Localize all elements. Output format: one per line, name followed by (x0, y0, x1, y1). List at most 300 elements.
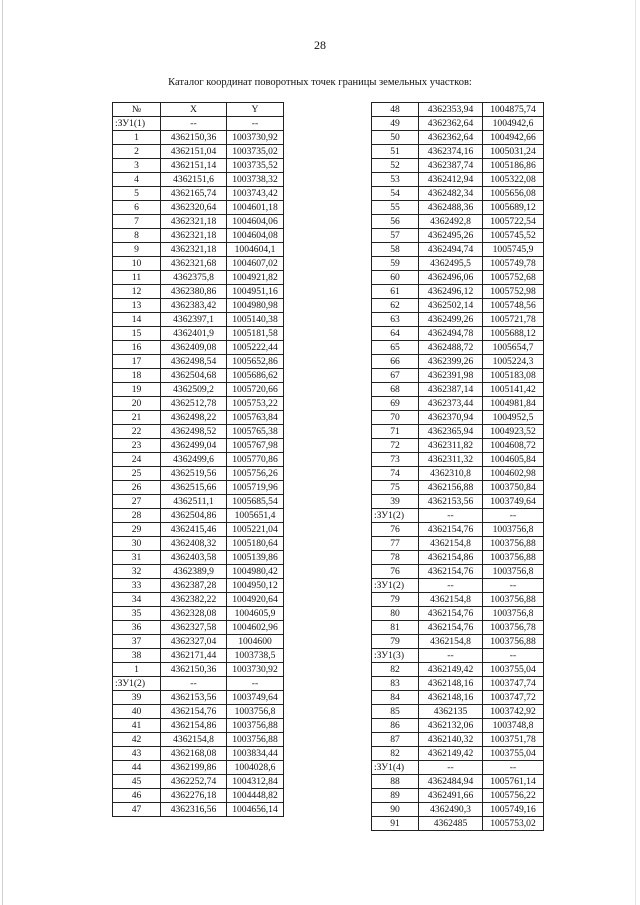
coord-y: 1003755,04 (483, 747, 544, 761)
point-number: 18 (113, 369, 161, 383)
point-number: 26 (113, 481, 161, 495)
coord-y: 1003751,78 (483, 733, 544, 747)
table-row (113, 537, 284, 551)
coord-y: 1005688,12 (483, 327, 544, 341)
point-number: 76 (372, 565, 419, 579)
point-number: 74 (372, 467, 419, 481)
point-number: 87 (372, 733, 419, 747)
coord-x: 4362154,8 (419, 537, 483, 551)
point-number: 66 (372, 355, 419, 369)
point-number: 8 (113, 229, 161, 243)
table-row (113, 467, 284, 481)
coord-x: -- (419, 509, 483, 523)
coord-x: 4362485 (419, 817, 483, 831)
table-row (113, 621, 284, 635)
table-row (372, 201, 544, 215)
point-number: :ЗУ1(3) (372, 649, 419, 663)
point-number: 15 (113, 327, 161, 341)
coord-x: 4362154,8 (419, 635, 483, 649)
table-row (113, 131, 284, 145)
point-number: 60 (372, 271, 419, 285)
coord-y: 1003756,8 (483, 523, 544, 537)
coord-y: 1005752,98 (483, 285, 544, 299)
table-row (372, 411, 544, 425)
coord-y: 1004448,82 (227, 789, 284, 803)
table-row (113, 299, 284, 313)
coord-y: 1004980,98 (227, 299, 284, 313)
table-row (113, 677, 284, 691)
coord-y: 1004604,06 (227, 215, 284, 229)
coord-x: 4362491,66 (419, 789, 483, 803)
point-number: 21 (113, 411, 161, 425)
coord-y: 1005689,12 (483, 201, 544, 215)
coord-y: 1003747,72 (483, 691, 544, 705)
coord-y: 1005763,84 (227, 411, 284, 425)
page-number: 28 (314, 38, 326, 52)
coord-x: 4362382,22 (161, 593, 227, 607)
coord-x: 4362154,8 (161, 733, 227, 747)
coord-x: 4362509,2 (161, 383, 227, 397)
table-row (113, 593, 284, 607)
point-number: 38 (113, 649, 161, 663)
table-row (372, 187, 544, 201)
table-row (372, 439, 544, 453)
point-number: 39 (372, 495, 419, 509)
point-number: 23 (113, 439, 161, 453)
coord-y: 1005749,16 (483, 803, 544, 817)
coord-y: 1004602,96 (227, 621, 284, 635)
coord-x: 4362375,8 (161, 271, 227, 285)
table-row (372, 705, 544, 719)
point-number: 67 (372, 369, 419, 383)
point-number: 64 (372, 327, 419, 341)
coord-y: 1004942,6 (483, 117, 544, 131)
coord-y: 1003738,32 (227, 173, 284, 187)
point-number: 85 (372, 705, 419, 719)
coord-y: -- (483, 761, 544, 775)
coord-x: 4362391,98 (419, 369, 483, 383)
table-row (372, 383, 544, 397)
coord-y: 1005654,7 (483, 341, 544, 355)
point-number: 77 (372, 537, 419, 551)
coord-x: 4362154,76 (161, 705, 227, 719)
coord-x: 4362519,56 (161, 467, 227, 481)
coord-y: 1004942,66 (483, 131, 544, 145)
table-row (113, 159, 284, 173)
point-number: 73 (372, 453, 419, 467)
point-number: 30 (113, 537, 161, 551)
point-number: 4 (113, 173, 161, 187)
point-number: 43 (113, 747, 161, 761)
coord-x: 4362389,9 (161, 565, 227, 579)
table-row (113, 383, 284, 397)
coord-y: 1005720,66 (227, 383, 284, 397)
coord-x: 4362490,3 (419, 803, 483, 817)
table-row (113, 243, 284, 257)
point-number: 1 (113, 663, 161, 677)
coord-x: 4362374,16 (419, 145, 483, 159)
point-number: 44 (113, 761, 161, 775)
coord-x: 4362327,04 (161, 635, 227, 649)
point-number: 6 (113, 201, 161, 215)
point-number: 80 (372, 607, 419, 621)
coord-x: 4362492,8 (419, 215, 483, 229)
coord-x: 4362488,72 (419, 341, 483, 355)
table-row (372, 369, 544, 383)
table-row (372, 817, 544, 831)
coord-x: 4362362,64 (419, 117, 483, 131)
coord-x: 4362499,6 (161, 453, 227, 467)
table-row (113, 509, 284, 523)
coord-x: 4362494,74 (419, 243, 483, 257)
coord-x: 4362365,94 (419, 425, 483, 439)
coord-y: 1004923,52 (483, 425, 544, 439)
point-number: 1 (113, 131, 161, 145)
table-row (113, 789, 284, 803)
coord-y: 1005186,86 (483, 159, 544, 173)
coord-x: 4362412,94 (419, 173, 483, 187)
point-number: 24 (113, 453, 161, 467)
table-row (113, 705, 284, 719)
coord-y: 1003755,04 (483, 663, 544, 677)
coord-x: 4362316,56 (161, 803, 227, 817)
coord-y: 1005749,78 (483, 257, 544, 271)
coord-x: 4362153,56 (419, 495, 483, 509)
coord-x: 4362496,12 (419, 285, 483, 299)
coord-x: 4362151,04 (161, 145, 227, 159)
coord-x: 4362498,52 (161, 425, 227, 439)
table-row (113, 803, 284, 817)
point-number: 59 (372, 257, 419, 271)
coord-y: 1003756,88 (483, 635, 544, 649)
coord-y: 1005181,58 (227, 327, 284, 341)
coord-x: 4362482,34 (419, 187, 483, 201)
coord-y: 1005652,86 (227, 355, 284, 369)
table-row (113, 747, 284, 761)
coord-y: 1003756,8 (227, 705, 284, 719)
coord-x: 4362148,16 (419, 691, 483, 705)
coord-y: 1005183,08 (483, 369, 544, 383)
coord-x: 4362154,86 (419, 551, 483, 565)
point-number: 71 (372, 425, 419, 439)
coord-y: -- (227, 117, 284, 131)
table-row (113, 775, 284, 789)
coord-y: -- (483, 509, 544, 523)
coord-y: -- (483, 649, 544, 663)
coord-x: 4362415,46 (161, 523, 227, 537)
point-number: 48 (372, 103, 419, 117)
coord-x: 4362135 (419, 705, 483, 719)
coord-x: 4362399,26 (419, 355, 483, 369)
coord-x: 4362252,74 (161, 775, 227, 789)
table-row (113, 481, 284, 495)
table-row (113, 635, 284, 649)
point-number: 70 (372, 411, 419, 425)
coord-x: 4362165,74 (161, 187, 227, 201)
point-number: 76 (372, 523, 419, 537)
point-number: :ЗУ1(1) (113, 117, 161, 131)
coord-x: 4362502,14 (419, 299, 483, 313)
coord-x: 4362512,78 (161, 397, 227, 411)
coord-y: 1003738,5 (227, 649, 284, 663)
header-number: № (113, 103, 161, 117)
table-row (372, 537, 544, 551)
coord-x: 4362495,26 (419, 229, 483, 243)
coord-y: 1005139,86 (227, 551, 284, 565)
coord-y: 1005140,38 (227, 313, 284, 327)
point-number: 58 (372, 243, 419, 257)
table-row (113, 719, 284, 733)
coord-x: 4362310,8 (419, 467, 483, 481)
coord-y: 1003735,02 (227, 145, 284, 159)
table-row (113, 649, 284, 663)
coord-x: 4362408,32 (161, 537, 227, 551)
point-number: 14 (113, 313, 161, 327)
table-row (372, 397, 544, 411)
coord-y: 1005753,02 (483, 817, 544, 831)
point-number: 32 (113, 565, 161, 579)
coordinates-table-left (112, 102, 284, 817)
table-row (113, 551, 284, 565)
table-row (372, 229, 544, 243)
coord-y: 1005756,26 (227, 467, 284, 481)
point-number: 16 (113, 341, 161, 355)
point-number: 37 (113, 635, 161, 649)
table-row (113, 425, 284, 439)
table-row (113, 411, 284, 425)
coord-x: 4362488,36 (419, 201, 483, 215)
coord-y: 1005322,08 (483, 173, 544, 187)
table-row (372, 425, 544, 439)
coord-x: 4362511,1 (161, 495, 227, 509)
coord-y: 1005748,56 (483, 299, 544, 313)
point-number: 72 (372, 439, 419, 453)
table-row (372, 593, 544, 607)
point-number: 90 (372, 803, 419, 817)
point-number: 62 (372, 299, 419, 313)
point-number: 83 (372, 677, 419, 691)
coord-x: 4362320,64 (161, 201, 227, 215)
table-row (113, 663, 284, 677)
point-number: 56 (372, 215, 419, 229)
table-row (372, 453, 544, 467)
header-x: X (161, 103, 227, 117)
table-row (372, 355, 544, 369)
table-row (113, 313, 284, 327)
table-row (113, 495, 284, 509)
coord-y: 1005141,42 (483, 383, 544, 397)
coord-y: 1005656,08 (483, 187, 544, 201)
coord-x: 4362387,74 (419, 159, 483, 173)
coord-y: 1005224,3 (483, 355, 544, 369)
coord-x: 4362154,76 (419, 607, 483, 621)
point-number: 49 (372, 117, 419, 131)
coord-x: 4362387,14 (419, 383, 483, 397)
coord-y: 1003749,64 (483, 495, 544, 509)
point-number: 86 (372, 719, 419, 733)
table-row (372, 341, 544, 355)
coord-y: 1005221,04 (227, 523, 284, 537)
point-number: 69 (372, 397, 419, 411)
coord-x: 4362370,94 (419, 411, 483, 425)
table-row (372, 761, 544, 775)
table-row (113, 271, 284, 285)
coord-y: 1004602,98 (483, 467, 544, 481)
point-number: 41 (113, 719, 161, 733)
coord-x: 4362156,88 (419, 481, 483, 495)
coord-x: 4362154,76 (419, 523, 483, 537)
coord-x: 4362484,94 (419, 775, 483, 789)
point-number: 68 (372, 383, 419, 397)
coord-y: -- (483, 579, 544, 593)
coord-x: 4362373,44 (419, 397, 483, 411)
table-row (372, 579, 544, 593)
coord-x: 4362151,6 (161, 173, 227, 187)
coord-x: 4362150,36 (161, 131, 227, 145)
point-number: :ЗУ1(2) (113, 677, 161, 691)
point-number: :ЗУ1(2) (372, 509, 419, 523)
table-row (372, 635, 544, 649)
table-row (372, 789, 544, 803)
coord-y: 1003747,74 (483, 677, 544, 691)
table-header-row (113, 103, 284, 117)
table-row (113, 369, 284, 383)
scan-edge-right (635, 0, 636, 905)
point-number: 40 (113, 705, 161, 719)
point-number: 75 (372, 481, 419, 495)
coord-x: 4362276,18 (161, 789, 227, 803)
coord-x: 4362321,68 (161, 257, 227, 271)
coord-y: 1005722,54 (483, 215, 544, 229)
table-row (113, 341, 284, 355)
table-row (372, 691, 544, 705)
table-row (372, 215, 544, 229)
coord-y: 1004920,64 (227, 593, 284, 607)
point-number: 47 (113, 803, 161, 817)
table-row (372, 271, 544, 285)
point-number: 78 (372, 551, 419, 565)
coord-y: 1005770,86 (227, 453, 284, 467)
point-number: 27 (113, 495, 161, 509)
table-row (372, 159, 544, 173)
table-row (372, 803, 544, 817)
coord-y: 1004605,9 (227, 607, 284, 621)
coord-y: 1005745,9 (483, 243, 544, 257)
point-number: 91 (372, 817, 419, 831)
coord-y: 1003756,88 (227, 733, 284, 747)
coord-x: 4362327,58 (161, 621, 227, 635)
point-number: 2 (113, 145, 161, 159)
coord-x: -- (419, 761, 483, 775)
coord-x: 4362168,08 (161, 747, 227, 761)
point-number: 29 (113, 523, 161, 537)
coord-y: 1003735,52 (227, 159, 284, 173)
point-number: 36 (113, 621, 161, 635)
point-number: 5 (113, 187, 161, 201)
header-y: Y (227, 103, 284, 117)
point-number: 10 (113, 257, 161, 271)
coord-x: 4362149,42 (419, 663, 483, 677)
coord-x: 4362494,78 (419, 327, 483, 341)
point-number: 34 (113, 593, 161, 607)
coord-y: 1004608,72 (483, 439, 544, 453)
coord-y: 1003756,88 (483, 537, 544, 551)
table-row (372, 173, 544, 187)
coord-x: 4362321,18 (161, 215, 227, 229)
coord-y: 1003756,8 (483, 565, 544, 579)
point-number: 12 (113, 285, 161, 299)
table-row (113, 523, 284, 537)
coord-x: 4362321,18 (161, 229, 227, 243)
coord-y: 1005685,54 (227, 495, 284, 509)
point-number: 19 (113, 383, 161, 397)
coord-y: 1003750,84 (483, 481, 544, 495)
coord-x: -- (419, 579, 483, 593)
coord-y: 1004607,02 (227, 257, 284, 271)
table-row (113, 733, 284, 747)
point-number: 25 (113, 467, 161, 481)
coord-y: 1005752,68 (483, 271, 544, 285)
table-row (372, 649, 544, 663)
point-number: 79 (372, 593, 419, 607)
coord-x: 4362362,64 (419, 131, 483, 145)
coord-y: 1003756,88 (483, 551, 544, 565)
coord-x: 4362149,42 (419, 747, 483, 761)
coord-y: 1003743,42 (227, 187, 284, 201)
table-row (113, 285, 284, 299)
coord-y: 1004604,1 (227, 243, 284, 257)
point-number: 61 (372, 285, 419, 299)
table-row (113, 257, 284, 271)
coord-x: 4362171,44 (161, 649, 227, 663)
table-row (372, 677, 544, 691)
table-row (113, 229, 284, 243)
point-number: 11 (113, 271, 161, 285)
coord-x: 4362515,66 (161, 481, 227, 495)
table-row (113, 397, 284, 411)
coord-y: 1003756,88 (227, 719, 284, 733)
coord-y: 1003756,78 (483, 621, 544, 635)
point-number: 13 (113, 299, 161, 313)
table-row (113, 145, 284, 159)
coord-x: 4362409,08 (161, 341, 227, 355)
table-row (113, 691, 284, 705)
table-row (372, 481, 544, 495)
coord-y: 1004600 (227, 635, 284, 649)
table-row (113, 173, 284, 187)
coord-x: 4362403,58 (161, 551, 227, 565)
table-row (372, 509, 544, 523)
table-row (113, 355, 284, 369)
coord-y: 1004980,42 (227, 565, 284, 579)
coord-y: 1004875,74 (483, 103, 544, 117)
coord-y: 1005756,22 (483, 789, 544, 803)
coord-x: 4362153,56 (161, 691, 227, 705)
coord-y: 1005180,64 (227, 537, 284, 551)
table-row (372, 285, 544, 299)
coord-y: 1004604,08 (227, 229, 284, 243)
point-number: 79 (372, 635, 419, 649)
table-row (372, 719, 544, 733)
point-number: 51 (372, 145, 419, 159)
table-row (372, 299, 544, 313)
table-row (372, 663, 544, 677)
coord-x: 4362504,86 (161, 509, 227, 523)
coord-x: 4362498,22 (161, 411, 227, 425)
coord-x: 4362499,04 (161, 439, 227, 453)
coord-y: 1004656,14 (227, 803, 284, 817)
table-row (372, 523, 544, 537)
